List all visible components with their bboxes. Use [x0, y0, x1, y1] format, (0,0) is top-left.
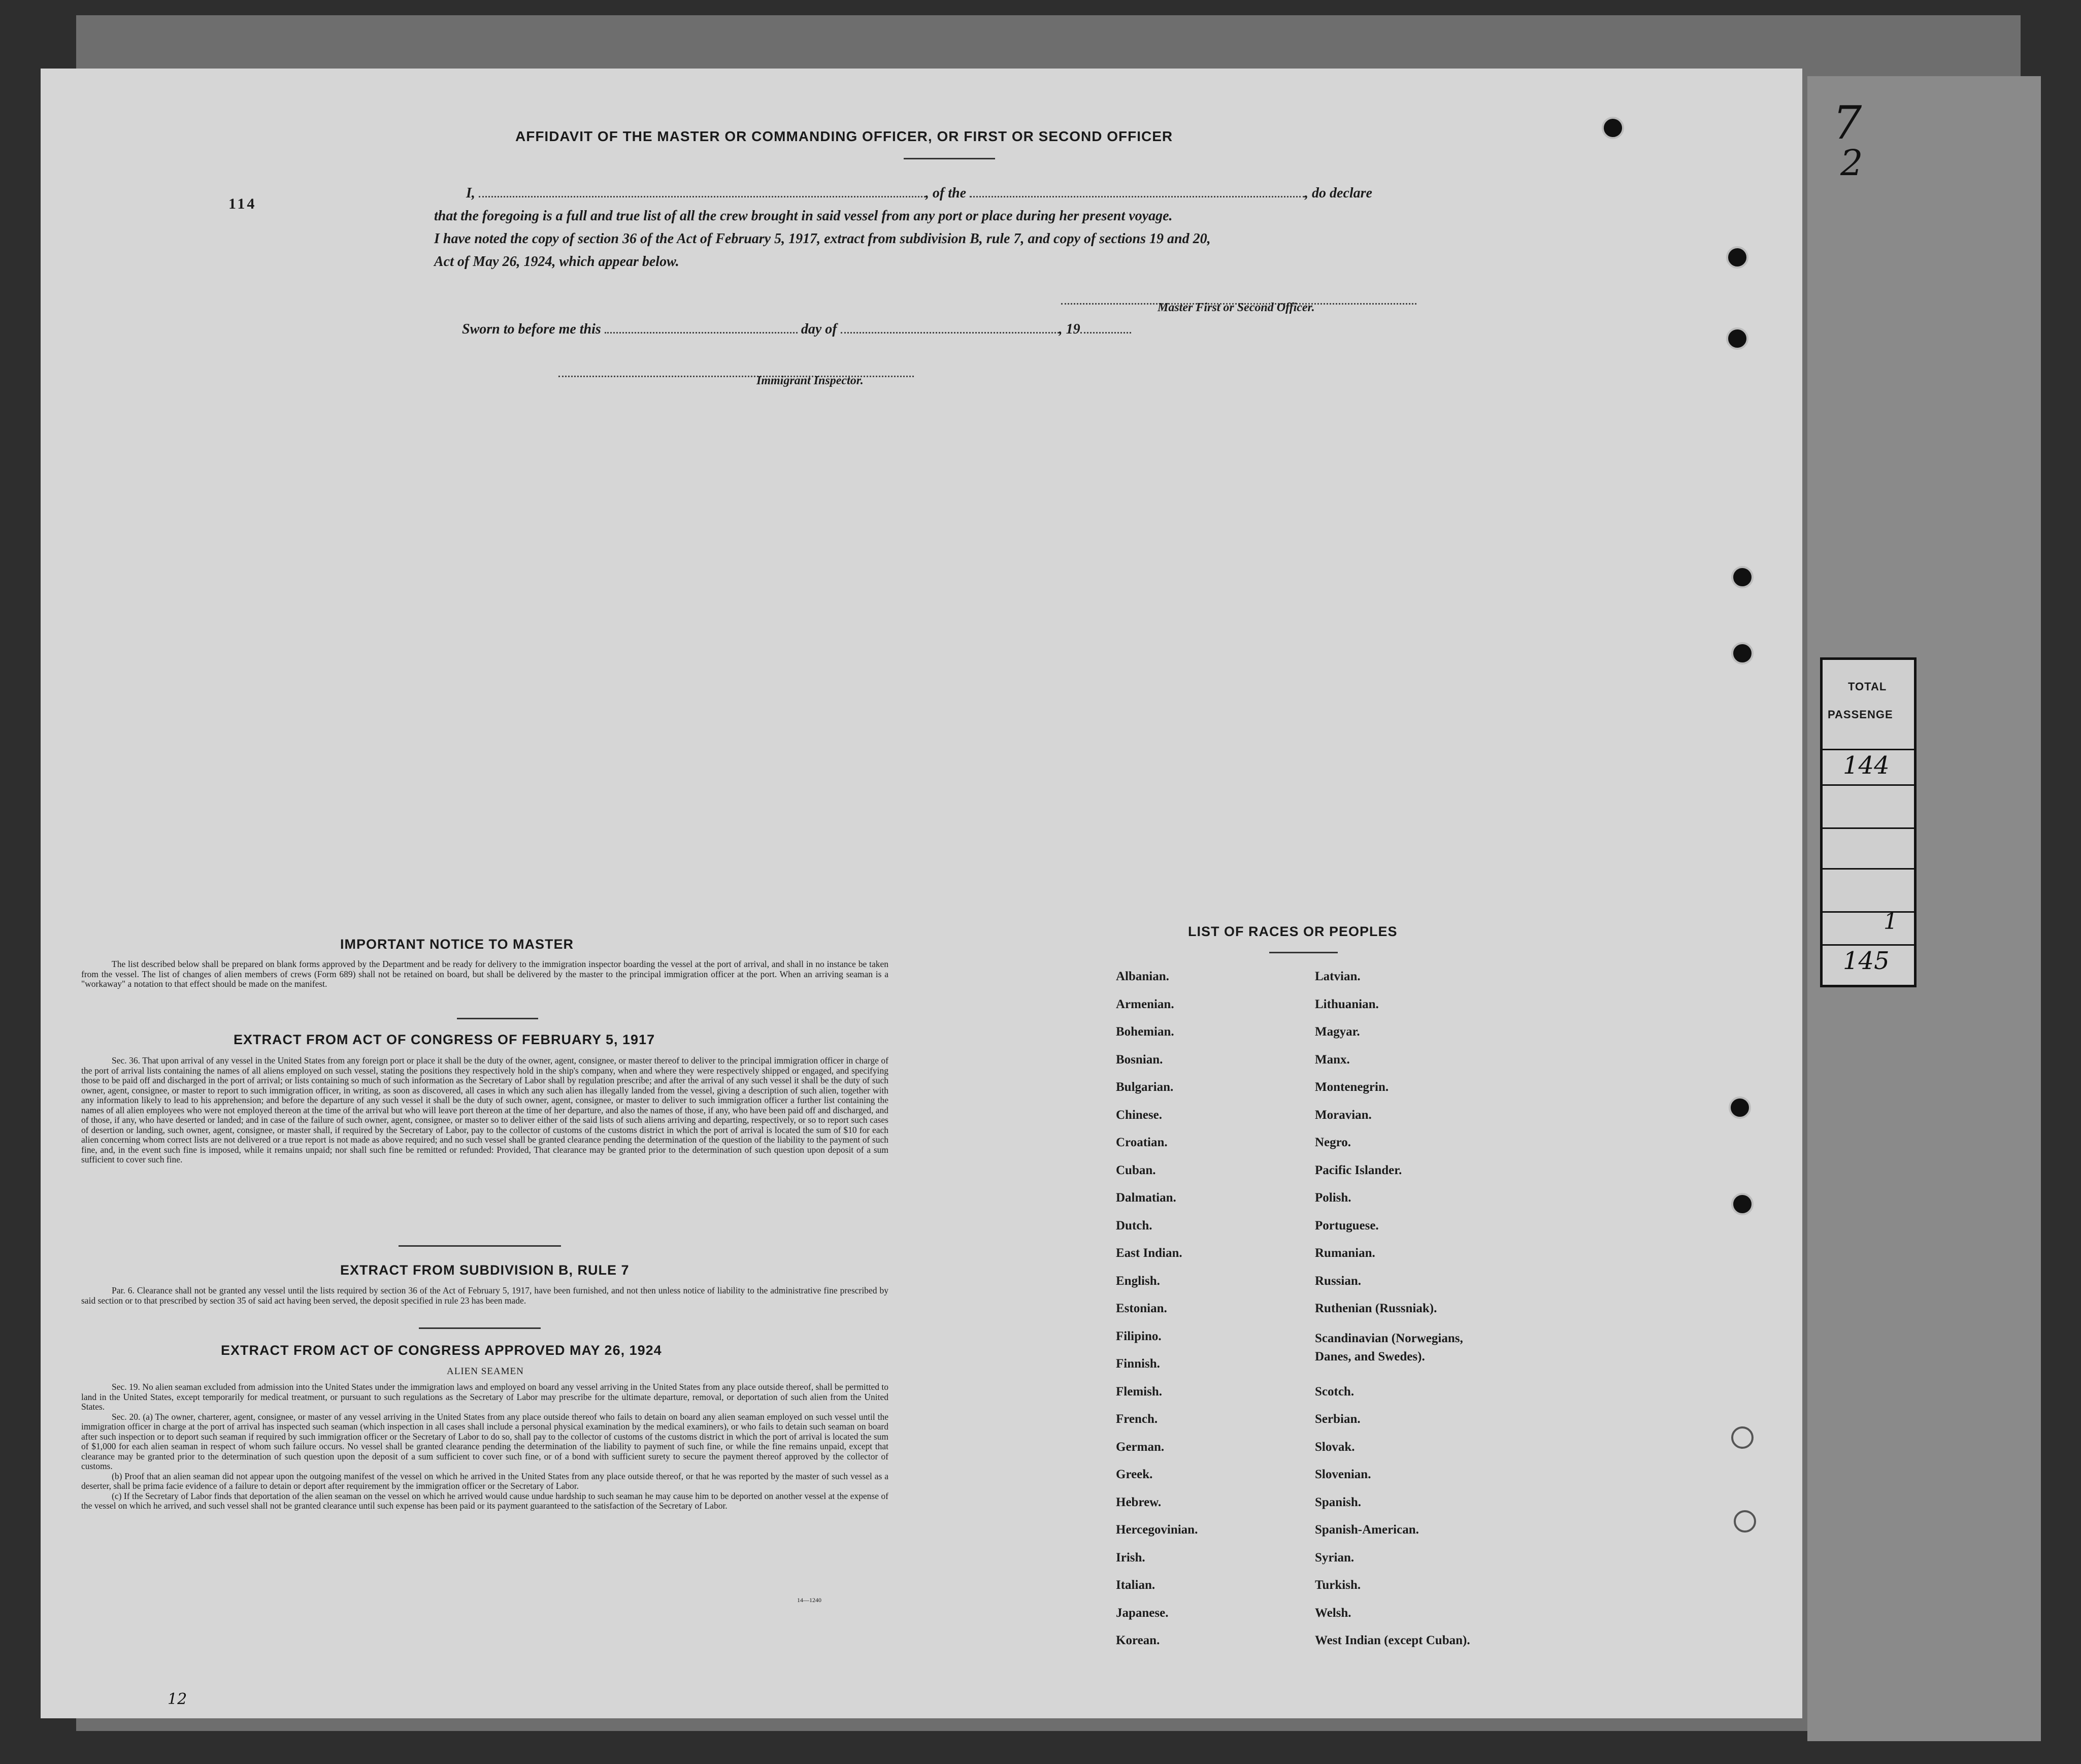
race-item: Croatian.	[1116, 1136, 1168, 1149]
sworn-label: Sworn to before me this	[462, 321, 601, 337]
race-item: Russian.	[1315, 1274, 1362, 1288]
sworn-day-field[interactable]	[605, 322, 798, 334]
race-item: Italian.	[1116, 1578, 1155, 1592]
punch-hole	[1729, 1096, 1751, 1119]
race-item: Slovak.	[1315, 1440, 1355, 1454]
race-item: Japanese.	[1116, 1606, 1169, 1620]
punch-hole	[1726, 246, 1748, 269]
tally-rule	[1823, 944, 1914, 946]
race-item: Pacific Islander.	[1315, 1163, 1402, 1177]
race-item: Estonian.	[1116, 1302, 1167, 1315]
race-item: Moravian.	[1315, 1108, 1372, 1122]
punch-hole	[1731, 642, 1754, 664]
race-item: Cuban.	[1116, 1163, 1156, 1177]
affidavit-title: AFFIDAVIT OF THE MASTER OR COMMANDING OFFICER, OR FIRST OR SECOND OFFICER	[515, 128, 1173, 144]
do-declare-label: , do declare	[1305, 185, 1372, 201]
passengers-label: PASSENGE	[1828, 708, 1893, 721]
race-item: Albanian.	[1116, 970, 1169, 983]
of-the-label: , of the	[925, 185, 967, 201]
affidavit-line-4: Act of May 26, 1924, which appear below.	[434, 254, 679, 270]
section-19: Sec. 19. No alien seaman excluded from admission into the United States under the immigration laws and employed on board any vessel arriving in the United States from any place outside thereof, shall be permitted to land in the United States, except temporarily for medical treatment, or pursuant to such regulations as the Secretary of Labor may prescribe for the ultimate departure, removal, or deportation of such alien from the United States.	[81, 1382, 888, 1412]
extract-1924-title: EXTRACT FROM ACT OF CONGRESS APPROVED MAY 26, 1924	[221, 1343, 662, 1358]
divider	[399, 1245, 561, 1247]
punch-hole	[1731, 566, 1754, 588]
race-item: Negro.	[1315, 1136, 1351, 1149]
year-label: , 19	[1059, 321, 1080, 337]
handwritten-top-right-1: 7	[1833, 96, 1862, 150]
race-item: Manx.	[1315, 1052, 1350, 1067]
race-item: East Indian.	[1116, 1246, 1182, 1260]
tally-value-2: 1	[1884, 909, 1898, 935]
race-item: Rumanian.	[1315, 1246, 1375, 1260]
punch-hole	[1602, 117, 1624, 139]
race-item: Armenian.	[1116, 997, 1174, 1011]
extract-rule7-title: EXTRACT FROM SUBDIVISION B, RULE 7	[340, 1262, 630, 1278]
race-item: Lithuanian.	[1315, 997, 1379, 1011]
race-item: Hercegovinian.	[1116, 1523, 1198, 1537]
race-item: Latvian.	[1315, 970, 1361, 983]
handwritten-top-right-2: 2	[1840, 142, 1863, 184]
sworn-line	[462, 321, 1131, 338]
i-label: I,	[466, 185, 475, 201]
race-item: Chinese.	[1116, 1108, 1162, 1122]
race-item: Syrian.	[1315, 1550, 1355, 1565]
affidavit-page	[41, 69, 1802, 1718]
race-item: Turkish.	[1315, 1578, 1361, 1592]
race-item: Magyar.	[1315, 1025, 1360, 1039]
races-column-2	[1315, 970, 1528, 1661]
race-item: Serbian.	[1315, 1412, 1361, 1426]
margin-mark: 114	[228, 195, 257, 212]
divider	[457, 1018, 538, 1019]
tally-value-1: 144	[1843, 751, 1890, 780]
punch-hole	[1734, 1510, 1756, 1533]
day-of-label: day of	[801, 321, 837, 337]
race-item: Greek.	[1116, 1468, 1153, 1481]
race-item: Scotch.	[1315, 1384, 1355, 1399]
race-item: Flemish.	[1116, 1384, 1162, 1399]
tally-rule	[1823, 749, 1914, 750]
race-item: Irish.	[1116, 1550, 1145, 1565]
sworn-month-field[interactable]	[841, 322, 1059, 334]
extract-rule7-body: Par. 6. Clearance shall not be granted any vessel until the lists required by section 36 of the Act of February 5, 1917, have been furnished, and not then unless notice of liability to the administrative fine prescribed by said section or to that prescribed by section 35 of said act having been served, the deposit specified in rule 23 has been made.	[81, 1285, 888, 1306]
extract-1924-body	[81, 1382, 888, 1511]
alien-seamen-subtitle: ALIEN SEAMEN	[447, 1366, 524, 1377]
race-item: Slovenian.	[1315, 1468, 1371, 1481]
race-item: French.	[1116, 1412, 1158, 1426]
divider	[904, 158, 995, 159]
race-item: Montenegrin.	[1315, 1080, 1389, 1094]
race-item: Ruthenian (Russniak).	[1315, 1302, 1437, 1315]
race-item: Dalmatian.	[1116, 1191, 1176, 1205]
divider	[419, 1327, 541, 1329]
punch-hole	[1731, 1193, 1754, 1215]
punch-hole	[1726, 327, 1748, 350]
tally-rule	[1823, 784, 1914, 786]
races-column-1	[1116, 970, 1278, 1661]
affidavit-line-3: I have noted the copy of section 36 of the Act of February 5, 1917, extract from subdivision B, rule 7, and copy of sections 19 and 20,	[434, 231, 1211, 247]
race-item: West Indian (except Cuban).	[1315, 1634, 1470, 1647]
vessel-field[interactable]	[970, 186, 1305, 197]
tally-rule	[1823, 911, 1914, 913]
race-item: Portuguese.	[1315, 1218, 1379, 1233]
sworn-year-field[interactable]	[1080, 322, 1131, 334]
master-signature-label: Master First or Second Officer.	[1158, 301, 1315, 314]
important-notice-title: IMPORTANT NOTICE TO MASTER	[340, 937, 574, 952]
inspector-signature-label: Immigrant Inspector.	[756, 374, 864, 387]
tally-rule	[1823, 827, 1914, 829]
extract-1917-body: Sec. 36. That upon arrival of any vessel in the United States from any foreign port or place it shall be the duty of the owner, agent, consignee, or master thereof to deliver to the principal immigration officer in charge of the port of arrival lists containing the names of all aliens employed on such vessel, stating the positions they respectively hold in the ship's company, when and where they were respectively shipped or engaged, and specifying those to be paid off and discharged in the port of arrival; or lists containing so much of such information as the Secretary of Labor shall by regulation prescribe; and after the arrival of any such vessel it shall be the duty of such owner, agent, consignee, or master to report to such immigration officer, in writing, as soon as discovered, all cases in which any such alien has illegally landed from the vessel, giving a description of such alien, together with any information likely to lead to his apprehension; and before the departure of any such vessel it shall be the duty of such owner, agent, consignee, or master to deliver to such immigration officer a further list containing the names of all alien employees who were not employed thereon at the time of the arrival but who will leave port thereon at the time of her departure, and also the names of those, if any, who have been paid off and discharged, and of those, if any, who have deserted or landed; and in case of the failure of such owner, agent, consignee, or master so to deliver either of the said lists of such aliens arriving and departing, respectively, or so to report such cases of desertion or landing, such owner, agent, consignee, or master shall, if required by the Secretary of Labor, pay to the collector of customs of the customs district in which the port of arrival is located the sum of $10 for each alien concerning whom correct lists are not delivered or a true report is not made as above required; and no such vessel shall be granted clearance pending the determination of the question of the liability to the payment of such fine, and, in the event such fine is imposed, while it remains unpaid; nor shall such fine be remitted or refunded: Provided, That clearance may be granted prior to the determination of such question upon deposit of a sum sufficient to cover such fine.	[81, 1055, 888, 1164]
extract-1917-title: EXTRACT FROM ACT OF CONGRESS OF FEBRUARY 5, 1917	[234, 1032, 655, 1047]
races-title: LIST OF RACES OR PEOPLES	[1188, 924, 1398, 939]
race-item: Scandinavian (Norwegians, Danes, and Swedes).	[1315, 1331, 1463, 1363]
race-item: Welsh.	[1315, 1606, 1351, 1620]
race-item: Spanish.	[1315, 1495, 1362, 1509]
section-20b: (b) Proof that an alien seaman did not appear upon the outgoing manifest of the vessel on which he arrived in the United States from any place outside thereof, or that he was reported by the master of such vessel as a deserter, shall be prima facie evidence of a failure to detain or deport after requirement by the immigration officer or the Secretary of Labor.	[81, 1471, 888, 1491]
affidavit-line-1	[466, 185, 1372, 202]
race-item: Hebrew.	[1116, 1495, 1162, 1509]
total-label: TOTAL	[1848, 680, 1887, 693]
race-item: German.	[1116, 1440, 1165, 1454]
race-item: Spanish-American.	[1315, 1523, 1419, 1537]
punch-hole	[1731, 1426, 1754, 1449]
passenger-tally-box	[1820, 657, 1917, 987]
tally-rule	[1823, 868, 1914, 870]
race-item: Korean.	[1116, 1634, 1160, 1647]
handwritten-bottom-mark: 12	[168, 1690, 187, 1708]
section-20a: Sec. 20. (a) The owner, charterer, agent, consignee, or master of any vessel arriving in the United States from any place outside thereof who fails to detain on board any alien seaman employed on such vessel until the immigration officer in charge at the port of arrival has inspected such seaman (which inspection in all cases shall include a personal physical examination by the medical examiners), or who fails to detain such seaman on board after such inspection or to deport such seaman if required by such immigration officer or the Secretary of Labor to do so, shall pay to the collector of customs of the customs district in which the port of arrival is located the sum of $1,000 for each alien seaman in respect of whom such failure occurs. No vessel shall be granted clearance pending the determination of the liability to payment of such fine, or while the fine remains unpaid, except that clearance may be granted prior to the determination of such question upon the deposit of a sum sufficient to cover such fine, or of a bond with sufficient surety to secure the payment thereof approved by the collector of customs.	[81, 1411, 888, 1471]
race-item: Dutch.	[1116, 1218, 1152, 1233]
section-20c: (c) If the Secretary of Labor finds that deportation of the alien seaman on the vessel on which he arrived would cause undue hardship to such seaman he may cause him to be deported on another vessel at the expense of the vessel on which he arrived, and such vessel shall not be granted clearance until such expense has been paid or its payment guaranteed to the satisfaction of the Secretary of Labor.	[81, 1490, 888, 1511]
important-notice-body: The list described below shall be prepared on blank forms approved by the Department and be ready for delivery to the immigration inspector boarding the vessel at the port of arrival, and shall in no instance be taken from the vessel. The list of changes of alien members of crews (Form 689) shall not be retained on board, but shall be delivered by the master to the principal immigration officer at the port. When an arriving seaman is a "workaway" a notation to that effect should be made on the manifest.	[81, 959, 888, 989]
tally-value-3: 145	[1843, 947, 1890, 975]
race-item: Bohemian.	[1116, 1025, 1174, 1039]
name-field[interactable]	[479, 186, 926, 197]
race-item: Polish.	[1315, 1191, 1351, 1205]
race-item: English.	[1116, 1274, 1160, 1288]
race-item: Finnish.	[1116, 1357, 1160, 1371]
affidavit-line-2: that the foregoing is a full and true list of all the crew brought in said vessel from any port or place during her present voyage.	[434, 208, 1173, 224]
race-item: Bosnian.	[1116, 1052, 1163, 1067]
race-item: Bulgarian.	[1116, 1080, 1174, 1094]
form-number: 14—1240	[797, 1596, 821, 1604]
divider	[1269, 952, 1338, 953]
race-item: Filipino.	[1116, 1329, 1162, 1343]
